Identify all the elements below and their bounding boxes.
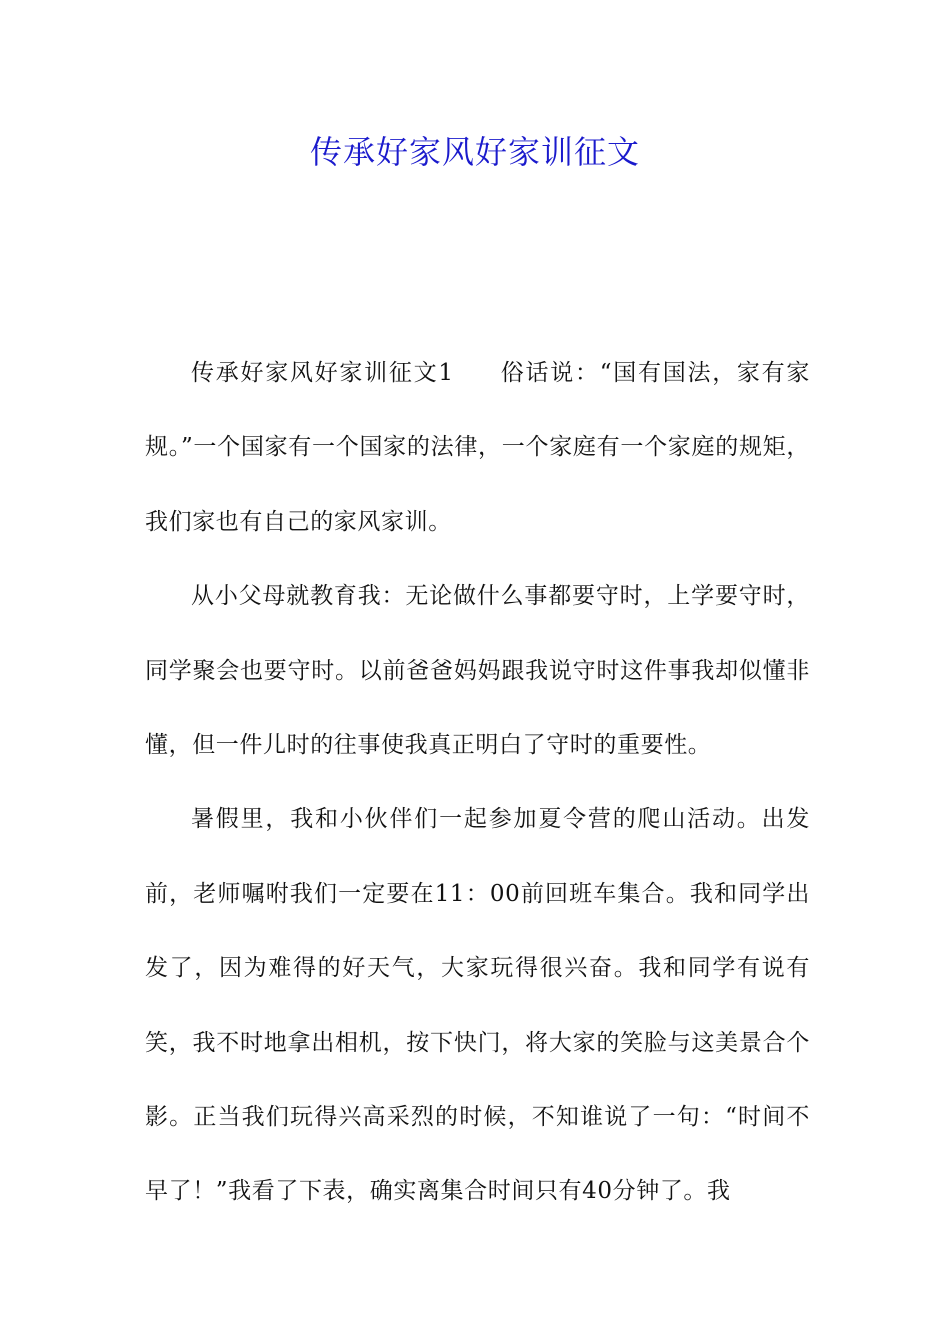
document-title: 传承好家风好家训征文	[309, 133, 640, 171]
paragraph-text: 俗话说：“国有国法，家有家规。”一个国家有一个国家的法律，一个家庭有一个家庭的规矩，我们家也有自己的家风家训。	[145, 360, 811, 535]
paragraph-text: 暑假里，我和小伙伴们一起参加夏令营的爬山活动。出发前，老师嘱咐我们一定要在11：00前回班车集合。我和同学出发了，因为难得的好天气，大家玩得很兴奋。我和同学有说有笑，我不时地拿出相机，按下快门，将大家的笑脸与这美景合个影。正当我们玩得兴高采烈的时候，不知谁说了一句：“时间不早了！”我看了下表，确实离集合时间只有40分钟了。我	[145, 806, 810, 1205]
paragraph-2	[145, 559, 810, 782]
paragraph-1	[145, 336, 810, 559]
section-heading: 传承好家风好家训征文1	[191, 360, 454, 386]
paragraph-text: 从小父母就教育我：无论做什么事都要守时，上学要守时，同学聚会也要守时。以前爸爸妈妈跟我说守时这件事我却似懂非懂，但一件儿时的往事使我真正明白了守时的重要性。	[145, 583, 810, 759]
paragraph-3	[145, 782, 810, 1228]
document-body	[145, 336, 810, 1229]
